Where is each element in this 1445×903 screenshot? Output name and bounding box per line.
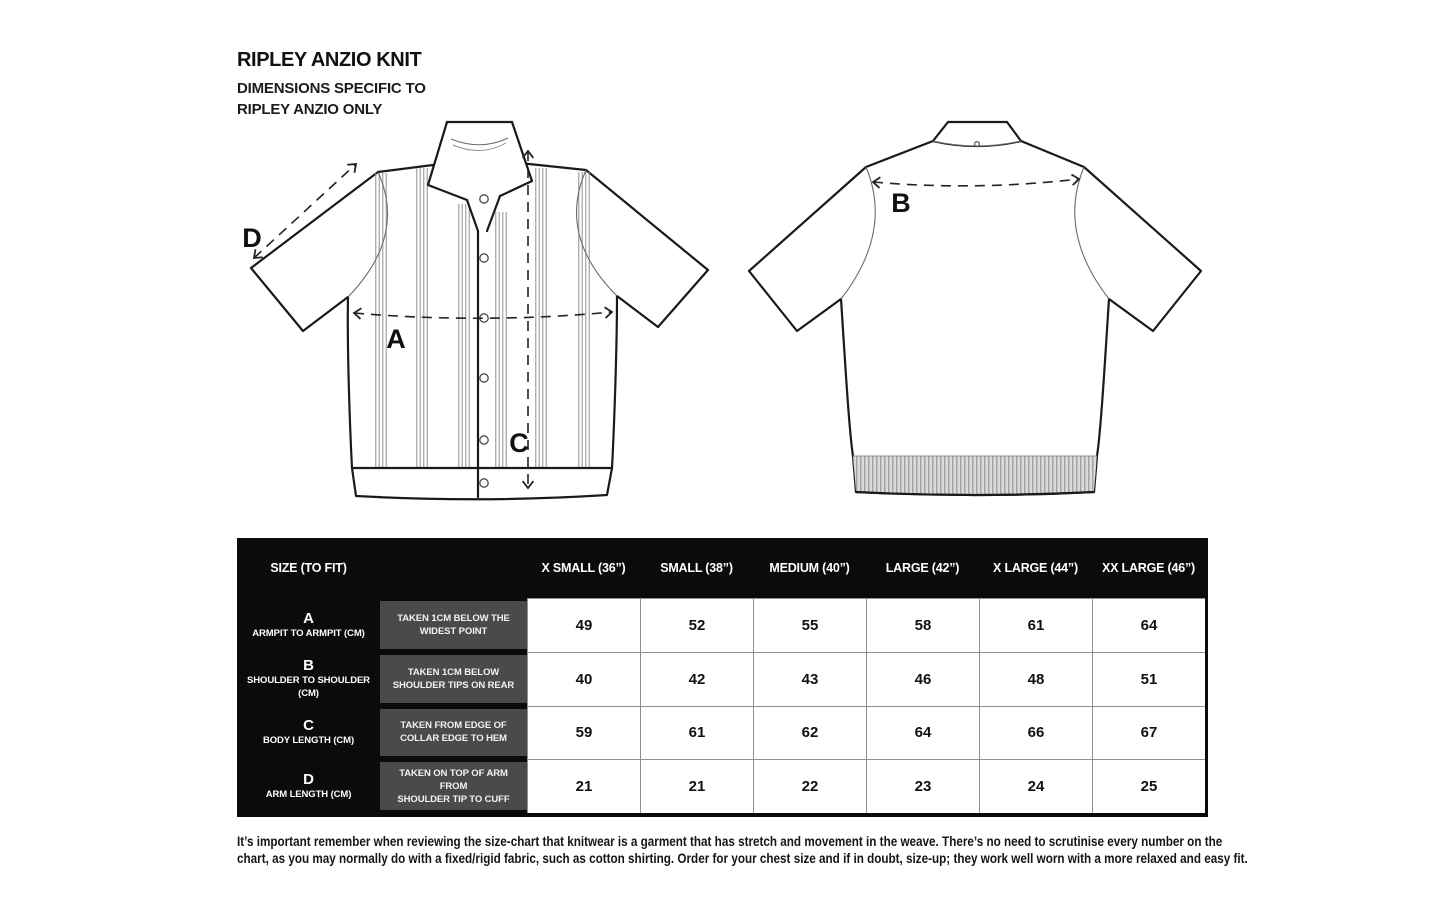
cell-c-xsmall: 59: [527, 706, 640, 760]
back-shirt-body: [749, 141, 1201, 495]
cell-c-xlarge: 66: [979, 706, 1092, 760]
cell-c-xxlarge: 67: [1092, 706, 1205, 760]
row-description-b: [380, 655, 527, 703]
desc-line: SHOULDER TIP TO CUFF: [397, 793, 510, 805]
subtitle-line-2: RIPLEY ANZIO ONLY: [237, 101, 383, 118]
row-description-d: [380, 762, 527, 810]
row-label: SHOULDER TO SHOULDER (CM): [247, 675, 370, 700]
row-description-a: [380, 601, 527, 649]
row-letter: D: [303, 771, 314, 789]
desc-line: TAKEN 1CM BELOW THE: [397, 612, 510, 624]
cell-d-medium: 22: [753, 759, 866, 813]
desc-line: TAKEN 1CM BELOW: [407, 666, 500, 678]
size-table: [237, 538, 1208, 817]
row-label: BODY LENGTH (CM): [262, 735, 355, 747]
desc-line: COLLAR EDGE TO HEM: [400, 733, 507, 745]
cell-a-xlarge: 61: [979, 598, 1092, 652]
page-title: RIPLEY ANZIO KNIT: [237, 49, 422, 71]
label-c: C: [509, 428, 529, 458]
row-letter: B: [303, 657, 314, 675]
back-collar: [933, 122, 1021, 146]
row-header-b: [237, 652, 380, 706]
cell-a-xsmall: 49: [527, 598, 640, 652]
row-header-d: [237, 759, 380, 813]
label-d: D: [242, 223, 262, 253]
row-label: ARMPIT TO ARMPIT (CM): [252, 627, 365, 639]
back-ribbed-hem: [853, 456, 1097, 494]
cell-c-large: 64: [866, 706, 979, 760]
cell-b-medium: 43: [753, 652, 866, 706]
cell-d-xlarge: 24: [979, 759, 1092, 813]
cell-b-large: 46: [866, 652, 979, 706]
row-description-c: [380, 709, 527, 757]
col-header-xxlarge: XX LARGE (46”): [1101, 561, 1196, 575]
col-header-xsmall: X SMALL (36”): [541, 561, 626, 575]
cell-c-small: 61: [640, 706, 753, 760]
cell-b-xsmall: 40: [527, 652, 640, 706]
desc-line: SHOULDER TIPS ON REAR: [392, 679, 515, 691]
cell-d-small: 21: [640, 759, 753, 813]
desc-line: TAKEN ON TOP OF ARM FROM: [399, 767, 508, 792]
col-header-xlarge: X LARGE (44”): [993, 561, 1078, 575]
col-header-medium: MEDIUM (40”): [769, 561, 850, 575]
label-b: B: [891, 188, 911, 218]
footer-line-2: chart, as you may normally do with a fixed/rigid fabric, such as cotton shirting. Order for your chest size and if in doubt, size-up; they work well worn with a more relaxed and easy fit.: [237, 849, 1248, 866]
cell-d-xsmall: 21: [527, 759, 640, 813]
subtitle-line-1: DIMENSIONS SPECIFIC TO: [237, 80, 426, 97]
back-shirt-diagram: [749, 122, 1201, 495]
row-header-c: [237, 706, 380, 760]
row-header-a: [237, 598, 380, 652]
col-header-small: SMALL (38”): [660, 561, 733, 575]
cell-b-small: 42: [640, 652, 753, 706]
cell-b-xlarge: 48: [979, 652, 1092, 706]
col-header-large: LARGE (42”): [885, 561, 960, 575]
cell-b-xxlarge: 51: [1092, 652, 1205, 706]
desc-line: TAKEN FROM EDGE OF: [400, 720, 507, 732]
cell-d-large: 23: [866, 759, 979, 813]
cell-c-medium: 62: [753, 706, 866, 760]
desc-line: WIDEST POINT: [419, 625, 488, 637]
cell-a-medium: 55: [753, 598, 866, 652]
cell-a-small: 52: [640, 598, 753, 652]
col-header-size-to-fit: SIZE (TO FIT): [270, 561, 347, 575]
cell-a-large: 58: [866, 598, 979, 652]
front-shirt-body: [251, 161, 708, 499]
footer-line-1: It’s important remember when reviewing the size-chart that knitwear is a garment that has stretch and movement in the weave. There’s no need to scrutinise every number on the: [237, 833, 1223, 849]
footer-note: [237, 833, 1445, 866]
front-shirt-diagram: [242, 122, 708, 499]
label-a: A: [386, 324, 406, 354]
row-label: ARM LENGTH (CM): [265, 789, 352, 801]
row-letter: C: [303, 717, 314, 735]
row-letter: A: [303, 609, 314, 627]
cell-a-xxlarge: 64: [1092, 598, 1205, 652]
col-header-empty: [380, 538, 527, 598]
cell-d-xxlarge: 25: [1092, 759, 1205, 813]
